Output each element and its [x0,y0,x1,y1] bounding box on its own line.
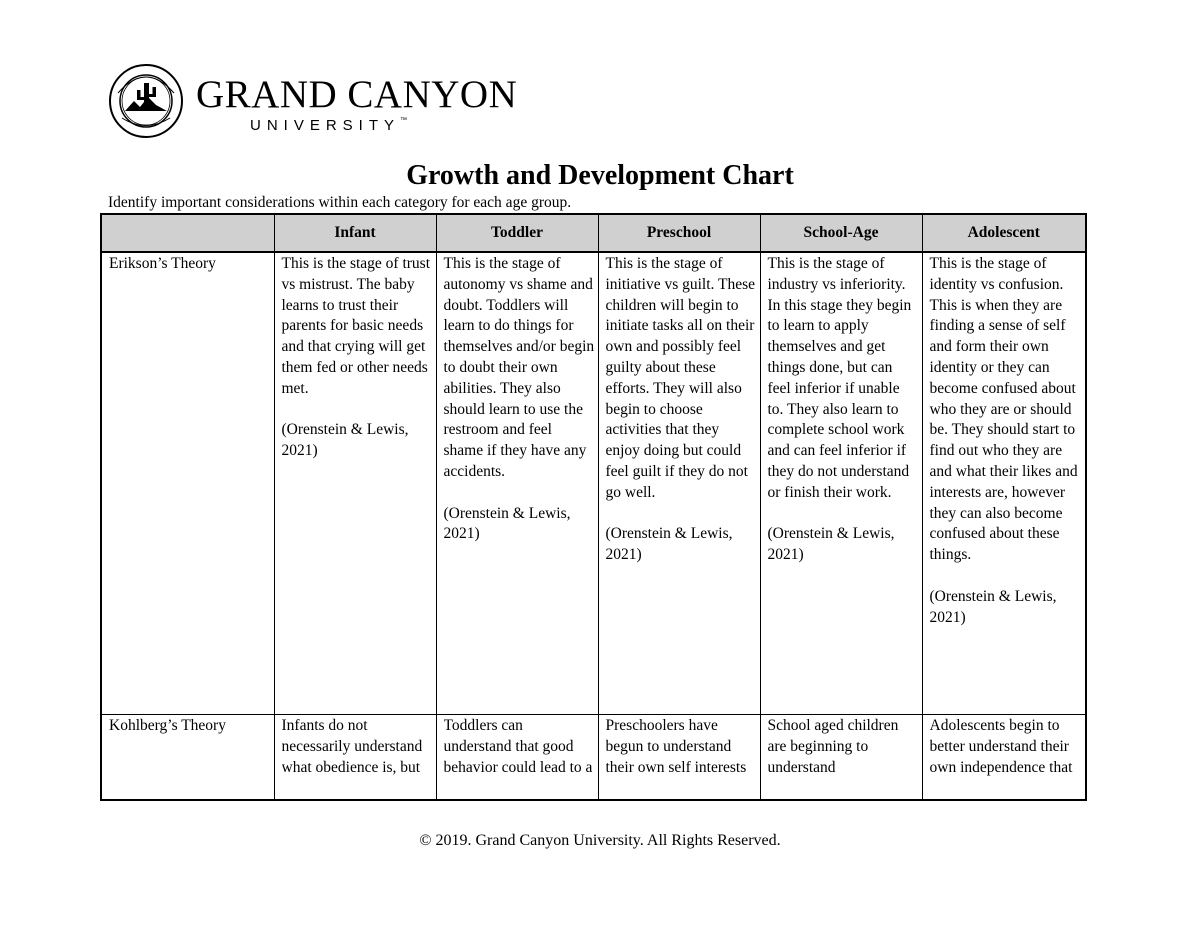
instruction-text: Identify important considerations within each category for each age group. [108,194,572,211]
brand-name: GRAND CANYON [196,73,518,116]
development-chart-table [100,213,1087,801]
cell-citation: (Orenstein & Lewis, 2021) [929,587,1057,626]
column-header-toddler: Toddler [436,214,598,252]
table-header-row [101,214,1086,252]
cell-citation: (Orenstein & Lewis, 2021) [605,525,733,564]
row-label-erikson: Erikson’s Theory [101,252,274,715]
cell-text: School aged children are beginning to understand [767,717,899,776]
cell-text: Infants do not necessarily understand what obedience is, but [281,717,423,776]
brand-subtitle [250,117,407,134]
cell-text: Toddlers can understand that good behavior could lead to a [443,717,593,776]
table-row-erikson [101,252,1086,715]
copyright-footer: © 2019. Grand Canyon University. All Rights Reserved. [419,832,781,849]
column-header-adolescent: Adolescent [922,214,1086,252]
cell-citation: (Orenstein & Lewis, 2021) [767,525,895,564]
trademark-symbol: ™ [400,117,408,124]
cell-text: Preschoolers have begun to understand their own self interests [605,717,747,776]
cell-text: This is the stage of initiative vs guilt. These children will begin to initiate tasks all on their own and possibly feel guilty about these efforts. They will also begin to choose activities that they enjoy doing but could feel guilt if they do not go well. [605,255,756,501]
cell-text: This is the stage of trust vs mistrust. The baby learns to trust their parents for basic needs and that crying will get them fed or other needs met. [281,255,431,397]
cell-kohlberg-toddler [436,715,598,801]
cell-kohlberg-school-age [760,715,922,801]
cell-kohlberg-preschool [598,715,760,801]
column-header-infant: Infant [274,214,436,252]
table-row-kohlberg [101,715,1086,801]
university-logo [108,63,518,143]
cell-text: Adolescents begin to better understand their own independence that [929,717,1073,776]
cell-text: This is the stage of industry vs inferiority. In this stage they begin to learn to apply themselves and get things done, but can feel inferior if unable to. They also learn to complete school work and can feel inferior if they do not understand or finish their work. [767,255,912,501]
column-header-category [101,214,274,252]
page-title: Growth and Development Chart [406,160,794,191]
cell-citation: (Orenstein & Lewis, 2021) [443,504,571,543]
brand-subtitle-text: UNIVERSITY [250,117,401,134]
cell-erikson-toddler [436,252,598,715]
cell-erikson-adolescent [922,252,1086,715]
cell-citation: (Orenstein & Lewis, 2021) [281,421,409,460]
cell-text: This is the stage of identity vs confusion. This is when they are finding a sense of self and form their own identity or they can become confused about who they are or should be. They should start to find out who they are and what their likes and interests are, however they can also become confused about these things. [929,255,1078,564]
cell-clip: Kohlberg’s Theory [109,717,226,734]
cell-erikson-preschool [598,252,760,715]
cell-text: This is the stage of autonomy vs shame and doubt. Toddlers will learn to do things for themselves and/or begin to doubt their own abilities. They also should learn to use the restroom and feel shame if they have any accidents. [443,255,595,480]
cell-kohlberg-adolescent [922,715,1086,801]
column-header-preschool: Preschool [598,214,760,252]
cell-kohlberg-infant [274,715,436,801]
cell-erikson-school-age [760,252,922,715]
cell-erikson-infant [274,252,436,715]
university-seal-icon [108,63,184,139]
row-label-kohlberg [101,715,274,801]
column-header-school-age: School-Age [760,214,922,252]
